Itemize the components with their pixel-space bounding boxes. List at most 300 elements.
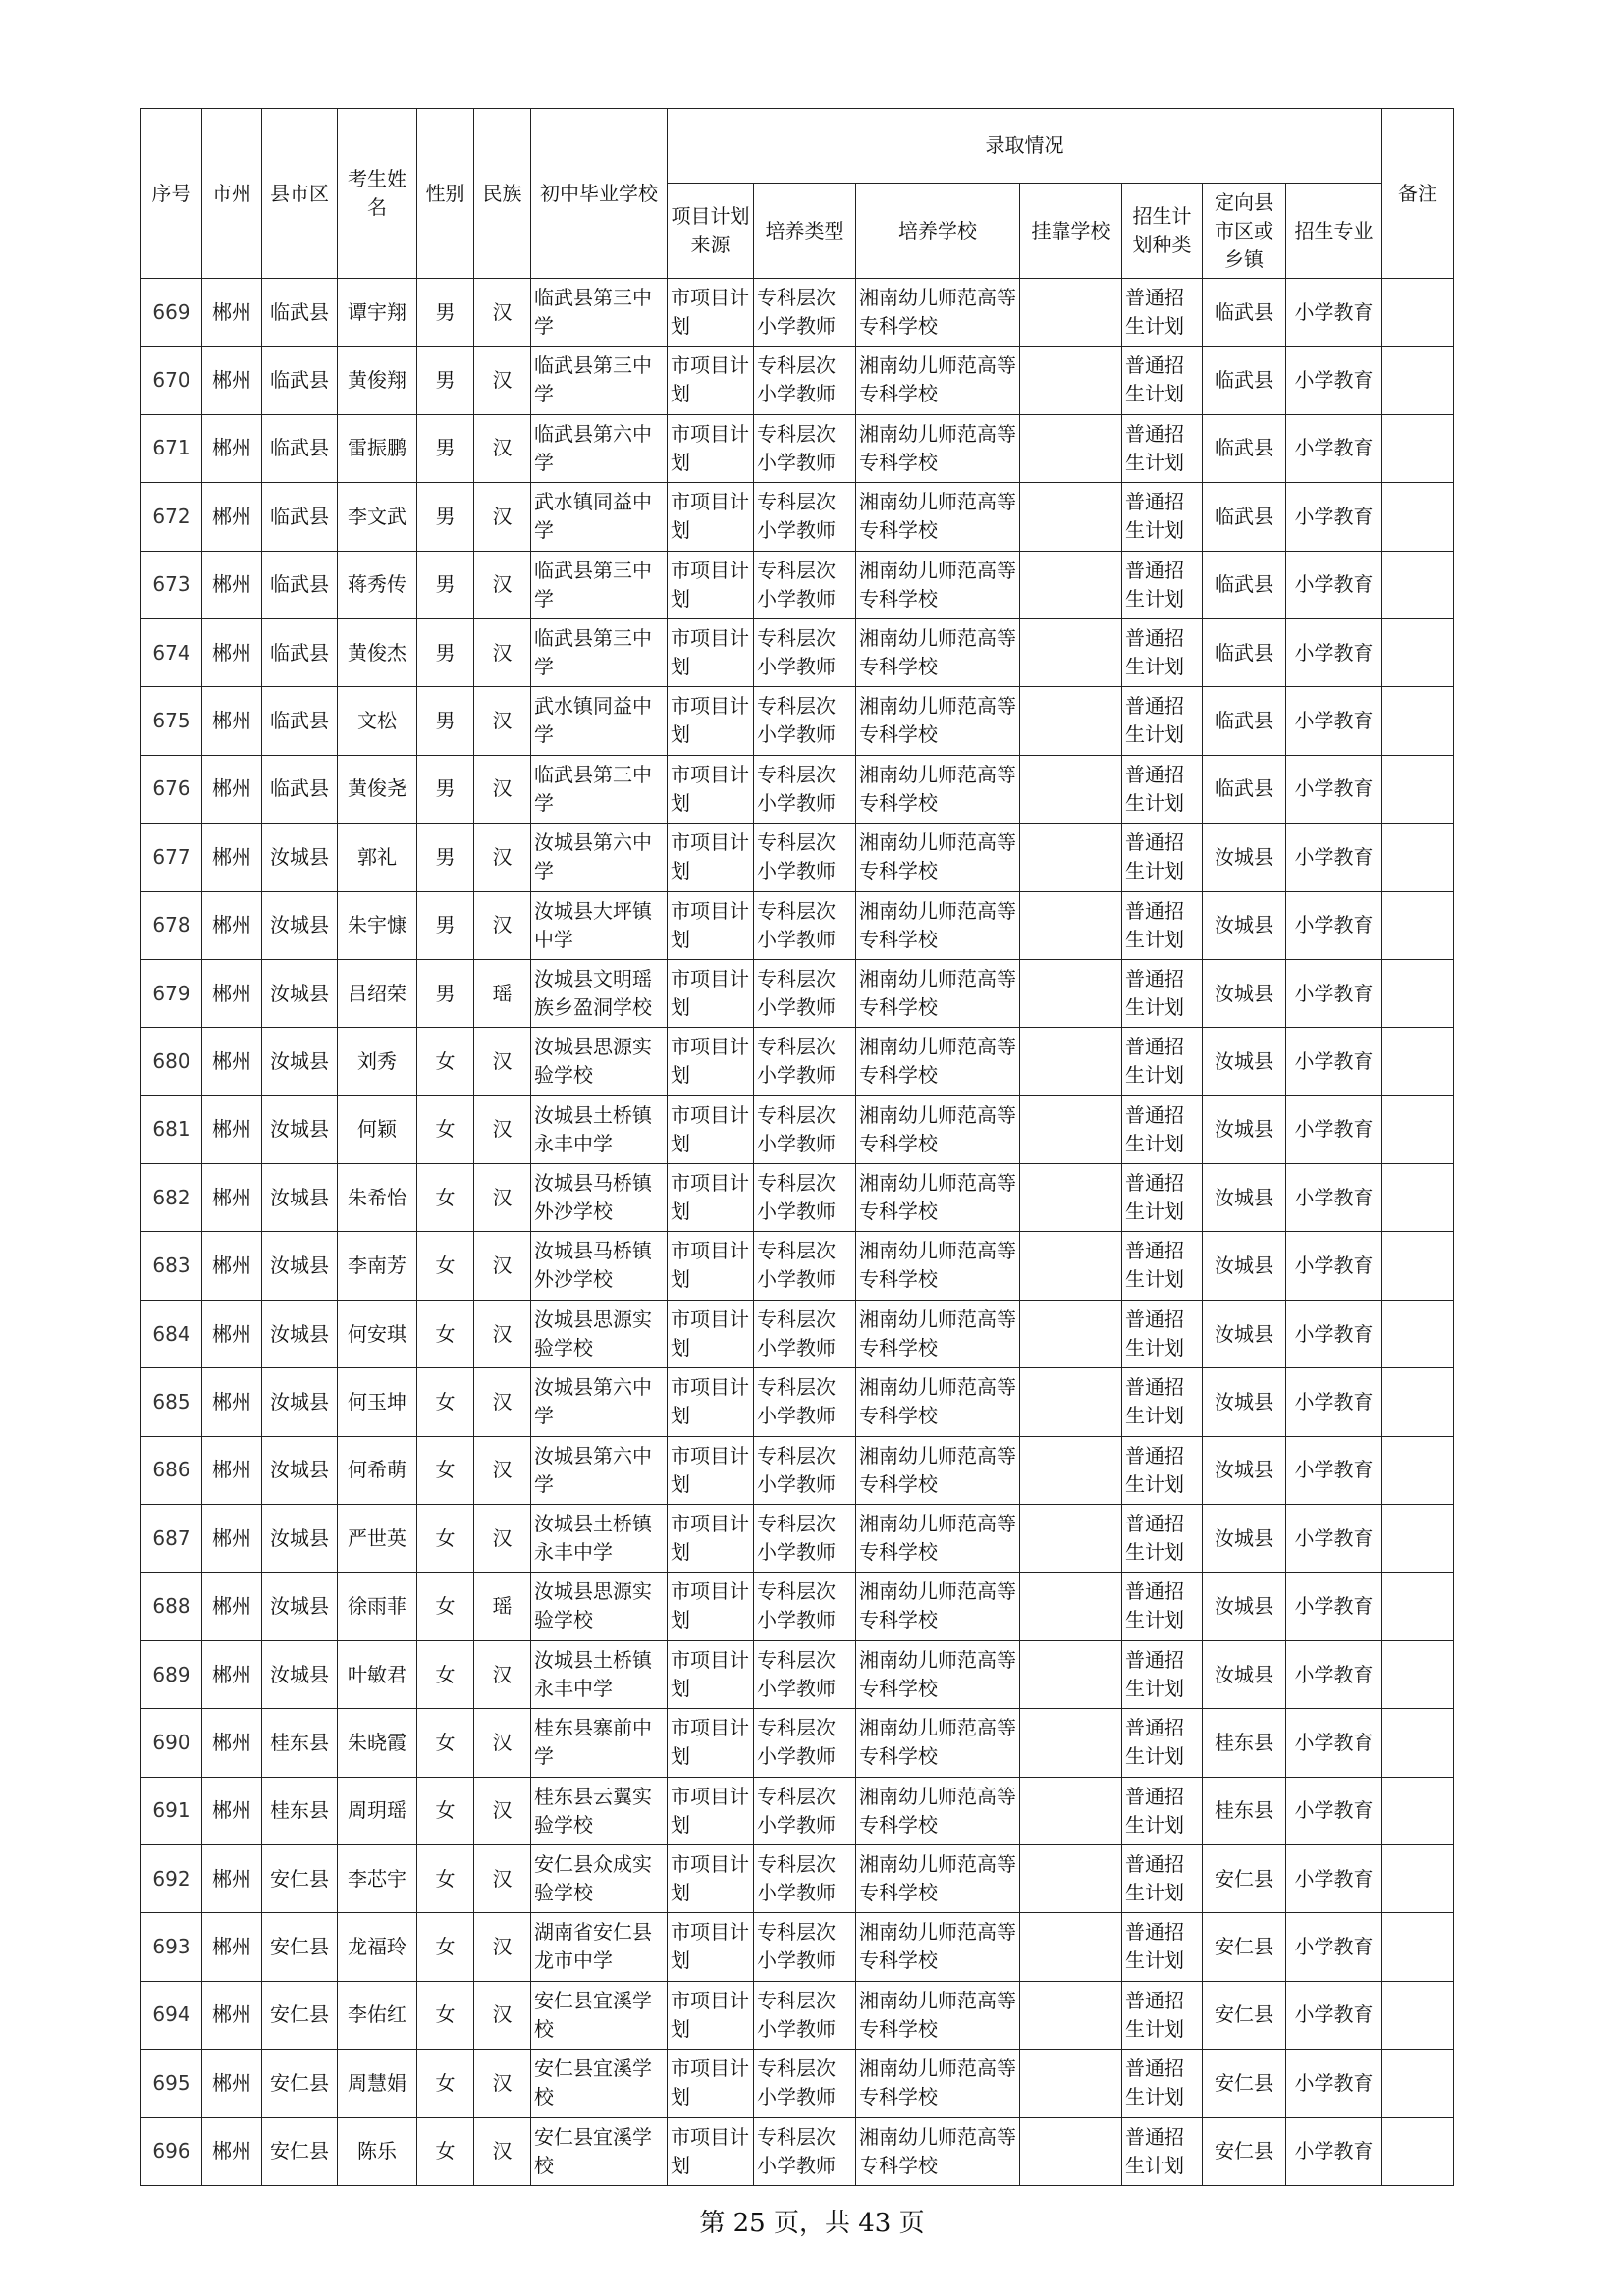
cell-training-school-text: 湘南幼儿师范高等专科学校 bbox=[859, 898, 1016, 951]
cell-gender: 女 bbox=[417, 1844, 474, 1912]
cell-training-type bbox=[754, 1368, 856, 1436]
cell-ethnicity: 汉 bbox=[474, 2117, 531, 2185]
cell-county: 临武县 bbox=[262, 755, 338, 823]
cell-seq: 688 bbox=[141, 1573, 202, 1640]
cell-plan-source bbox=[668, 347, 754, 414]
cell-gender: 女 bbox=[417, 1505, 474, 1573]
cell-plan-source bbox=[668, 1300, 754, 1367]
cell-plan-source bbox=[668, 755, 754, 823]
cell-major: 小学教育 bbox=[1286, 1777, 1382, 1844]
cell-training-type-text: 专科层次小学教师 bbox=[757, 1851, 836, 1904]
cell-enroll-plan-type bbox=[1122, 1164, 1203, 1232]
table-row bbox=[141, 279, 1454, 347]
cell-training-school bbox=[856, 1505, 1020, 1573]
cell-county: 临武县 bbox=[262, 347, 338, 414]
cell-enroll-plan-type bbox=[1122, 959, 1203, 1027]
cell-name: 何安琪 bbox=[338, 1300, 417, 1367]
cell-enroll-plan-type bbox=[1122, 1640, 1203, 1708]
cell-affiliated-school bbox=[1020, 1300, 1122, 1367]
header-remarks: 备注 bbox=[1382, 109, 1454, 279]
cell-county: 临武县 bbox=[262, 551, 338, 618]
cell-plan-source-text: 市项目计划 bbox=[671, 1307, 749, 1360]
table-row bbox=[141, 551, 1454, 618]
cell-remarks bbox=[1382, 1368, 1454, 1436]
cell-training-school-text: 湘南幼儿师范高等专科学校 bbox=[859, 1512, 1016, 1565]
cell-plan-source bbox=[668, 824, 754, 891]
cell-middle-school-text: 汝城县马桥镇外沙学校 bbox=[534, 1239, 652, 1292]
cell-training-school bbox=[856, 414, 1020, 482]
table-row bbox=[141, 618, 1454, 686]
cell-enroll-plan-type-text: 普通招生计划 bbox=[1125, 421, 1184, 474]
cell-middle-school-text: 安仁县宜溪学校 bbox=[534, 1988, 652, 2041]
cell-remarks bbox=[1382, 1777, 1454, 1844]
cell-remarks bbox=[1382, 347, 1454, 414]
cell-middle-school-text: 汝城县第六中学 bbox=[534, 830, 652, 883]
cell-county: 汝城县 bbox=[262, 1573, 338, 1640]
cell-remarks bbox=[1382, 1709, 1454, 1777]
cell-remarks bbox=[1382, 1232, 1454, 1300]
cell-training-school bbox=[856, 1368, 1020, 1436]
table-row bbox=[141, 1913, 1454, 1981]
cell-middle-school-text: 安仁县宜溪学校 bbox=[534, 2056, 652, 2109]
cell-plan-source-text: 市项目计划 bbox=[671, 286, 749, 338]
cell-training-school-text: 湘南幼儿师范高等专科学校 bbox=[859, 1851, 1016, 1904]
cell-training-type bbox=[754, 1777, 856, 1844]
cell-plan-source bbox=[668, 1095, 754, 1163]
cell-training-school-text: 湘南幼儿师范高等专科学校 bbox=[859, 1443, 1016, 1496]
cell-major: 小学教育 bbox=[1286, 1300, 1382, 1367]
cell-major: 小学教育 bbox=[1286, 1913, 1382, 1981]
cell-plan-source bbox=[668, 483, 754, 551]
cell-county: 汝城县 bbox=[262, 1232, 338, 1300]
cell-major: 小学教育 bbox=[1286, 347, 1382, 414]
cell-training-type-text: 专科层次小学教师 bbox=[757, 1443, 836, 1496]
cell-name: 何玉坤 bbox=[338, 1368, 417, 1436]
cell-city: 郴州 bbox=[202, 1777, 262, 1844]
header-directed-area: 定向县市区或乡镇 bbox=[1203, 184, 1286, 279]
cell-directed-area: 安仁县 bbox=[1203, 1844, 1286, 1912]
cell-training-school bbox=[856, 1028, 1020, 1095]
cell-ethnicity: 汉 bbox=[474, 1028, 531, 1095]
cell-training-type-text: 专科层次小学教师 bbox=[757, 625, 836, 678]
cell-training-school-text: 湘南幼儿师范高等专科学校 bbox=[859, 966, 1016, 1019]
cell-city: 郴州 bbox=[202, 687, 262, 755]
cell-middle-school bbox=[531, 1913, 668, 1981]
cell-city: 郴州 bbox=[202, 618, 262, 686]
cell-remarks bbox=[1382, 2050, 1454, 2117]
cell-middle-school bbox=[531, 755, 668, 823]
cell-county: 汝城县 bbox=[262, 1505, 338, 1573]
cell-training-school-text: 湘南幼儿师范高等专科学校 bbox=[859, 830, 1016, 883]
cell-enroll-plan-type-text: 普通招生计划 bbox=[1125, 2124, 1184, 2177]
cell-gender: 女 bbox=[417, 2050, 474, 2117]
cell-training-type-text: 专科层次小学教师 bbox=[757, 353, 836, 406]
cell-ethnicity: 汉 bbox=[474, 1095, 531, 1163]
cell-gender: 男 bbox=[417, 959, 474, 1027]
cell-training-type bbox=[754, 2050, 856, 2117]
cell-ethnicity: 汉 bbox=[474, 1981, 531, 2049]
cell-seq: 670 bbox=[141, 347, 202, 414]
cell-city: 郴州 bbox=[202, 1573, 262, 1640]
cell-plan-source bbox=[668, 1164, 754, 1232]
cell-gender: 男 bbox=[417, 824, 474, 891]
cell-plan-source-text: 市项目计划 bbox=[671, 1239, 749, 1292]
cell-affiliated-school bbox=[1020, 279, 1122, 347]
table-row bbox=[141, 959, 1454, 1027]
cell-major: 小学教育 bbox=[1286, 1028, 1382, 1095]
cell-plan-source-text: 市项目计划 bbox=[671, 1784, 749, 1837]
cell-training-type bbox=[754, 279, 856, 347]
cell-training-school bbox=[856, 1573, 1020, 1640]
cell-training-type-text: 专科层次小学教师 bbox=[757, 1035, 836, 1088]
cell-enroll-plan-type bbox=[1122, 891, 1203, 959]
cell-city: 郴州 bbox=[202, 1368, 262, 1436]
cell-training-school bbox=[856, 959, 1020, 1027]
cell-training-type bbox=[754, 824, 856, 891]
cell-county: 安仁县 bbox=[262, 1981, 338, 2049]
cell-enroll-plan-type-text: 普通招生计划 bbox=[1125, 694, 1184, 747]
cell-seq: 695 bbox=[141, 2050, 202, 2117]
cell-enroll-plan-type bbox=[1122, 551, 1203, 618]
cell-name: 李文武 bbox=[338, 483, 417, 551]
cell-city: 郴州 bbox=[202, 551, 262, 618]
cell-training-school bbox=[856, 1777, 1020, 1844]
cell-name: 谭宇翔 bbox=[338, 279, 417, 347]
cell-affiliated-school bbox=[1020, 959, 1122, 1027]
cell-middle-school-text: 武水镇同益中学 bbox=[534, 490, 652, 543]
cell-gender: 女 bbox=[417, 1095, 474, 1163]
cell-city: 郴州 bbox=[202, 755, 262, 823]
cell-plan-source-text: 市项目计划 bbox=[671, 762, 749, 815]
cell-plan-source-text: 市项目计划 bbox=[671, 490, 749, 543]
cell-seq: 672 bbox=[141, 483, 202, 551]
header-major: 招生专业 bbox=[1286, 184, 1382, 279]
cell-enroll-plan-type-text: 普通招生计划 bbox=[1125, 1920, 1184, 1973]
table-row bbox=[141, 1164, 1454, 1232]
cell-training-school-text: 湘南幼儿师范高等专科学校 bbox=[859, 353, 1016, 406]
cell-enroll-plan-type-text: 普通招生计划 bbox=[1125, 1102, 1184, 1155]
cell-directed-area: 临武县 bbox=[1203, 414, 1286, 482]
cell-training-type-text: 专科层次小学教师 bbox=[757, 1239, 836, 1292]
cell-ethnicity: 汉 bbox=[474, 1640, 531, 1708]
cell-middle-school bbox=[531, 1573, 668, 1640]
cell-training-school bbox=[856, 1844, 1020, 1912]
cell-directed-area: 汝城县 bbox=[1203, 959, 1286, 1027]
table-row bbox=[141, 824, 1454, 891]
cell-middle-school bbox=[531, 1164, 668, 1232]
cell-enroll-plan-type-text: 普通招生计划 bbox=[1125, 830, 1184, 883]
cell-affiliated-school bbox=[1020, 755, 1122, 823]
cell-middle-school-text: 临武县第三中学 bbox=[534, 625, 652, 678]
cell-middle-school bbox=[531, 891, 668, 959]
cell-enroll-plan-type-text: 普通招生计划 bbox=[1125, 353, 1184, 406]
cell-affiliated-school bbox=[1020, 1709, 1122, 1777]
cell-enroll-plan-type bbox=[1122, 1844, 1203, 1912]
cell-training-school bbox=[856, 1300, 1020, 1367]
cell-enroll-plan-type bbox=[1122, 1436, 1203, 1504]
cell-training-type bbox=[754, 1436, 856, 1504]
cell-city: 郴州 bbox=[202, 1436, 262, 1504]
cell-middle-school bbox=[531, 2117, 668, 2185]
cell-seq: 696 bbox=[141, 2117, 202, 2185]
cell-seq: 684 bbox=[141, 1300, 202, 1367]
cell-enroll-plan-type bbox=[1122, 1028, 1203, 1095]
cell-city: 郴州 bbox=[202, 1844, 262, 1912]
cell-county: 汝城县 bbox=[262, 959, 338, 1027]
cell-plan-source bbox=[668, 1232, 754, 1300]
header-gender: 性别 bbox=[417, 109, 474, 279]
cell-enroll-plan-type-text: 普通招生计划 bbox=[1125, 1512, 1184, 1565]
cell-enroll-plan-type-text: 普通招生计划 bbox=[1125, 1171, 1184, 1224]
table-row bbox=[141, 483, 1454, 551]
cell-training-type-text: 专科层次小学教师 bbox=[757, 2056, 836, 2109]
cell-remarks bbox=[1382, 1844, 1454, 1912]
cell-training-school-text: 湘南幼儿师范高等专科学校 bbox=[859, 1035, 1016, 1088]
cell-middle-school-text: 安仁县众成实验学校 bbox=[534, 1851, 652, 1904]
table-row bbox=[141, 1777, 1454, 1844]
cell-county: 汝城县 bbox=[262, 824, 338, 891]
table-row bbox=[141, 1095, 1454, 1163]
cell-training-type-text: 专科层次小学教师 bbox=[757, 830, 836, 883]
cell-training-school-text: 湘南幼儿师范高等专科学校 bbox=[859, 2124, 1016, 2177]
cell-city: 郴州 bbox=[202, 1505, 262, 1573]
cell-ethnicity: 汉 bbox=[474, 1709, 531, 1777]
cell-remarks bbox=[1382, 687, 1454, 755]
cell-training-type-text: 专科层次小学教师 bbox=[757, 1171, 836, 1224]
cell-training-school bbox=[856, 347, 1020, 414]
cell-remarks bbox=[1382, 891, 1454, 959]
cell-gender: 女 bbox=[417, 1232, 474, 1300]
cell-gender: 男 bbox=[417, 414, 474, 482]
cell-seq: 694 bbox=[141, 1981, 202, 2049]
cell-middle-school-text: 汝城县土桥镇永丰中学 bbox=[534, 1512, 652, 1565]
cell-directed-area: 汝城县 bbox=[1203, 1164, 1286, 1232]
cell-ethnicity: 汉 bbox=[474, 1436, 531, 1504]
cell-affiliated-school bbox=[1020, 551, 1122, 618]
cell-training-type bbox=[754, 1232, 856, 1300]
cell-directed-area: 安仁县 bbox=[1203, 2050, 1286, 2117]
cell-middle-school-text: 汝城县思源实验学校 bbox=[534, 1307, 652, 1360]
cell-affiliated-school bbox=[1020, 687, 1122, 755]
cell-major: 小学教育 bbox=[1286, 1436, 1382, 1504]
cell-affiliated-school bbox=[1020, 1913, 1122, 1981]
cell-major: 小学教育 bbox=[1286, 618, 1382, 686]
cell-training-type-text: 专科层次小学教师 bbox=[757, 694, 836, 747]
cell-directed-area: 安仁县 bbox=[1203, 1913, 1286, 1981]
header-seq: 序号 bbox=[141, 109, 202, 279]
cell-major: 小学教育 bbox=[1286, 1573, 1382, 1640]
table-row bbox=[141, 2050, 1454, 2117]
cell-seq: 693 bbox=[141, 1913, 202, 1981]
cell-training-school bbox=[856, 1913, 1020, 1981]
cell-training-school-text: 湘南幼儿师范高等专科学校 bbox=[859, 1988, 1016, 2041]
cell-remarks bbox=[1382, 618, 1454, 686]
cell-training-school-text: 湘南幼儿师范高等专科学校 bbox=[859, 1239, 1016, 1292]
cell-plan-source-text: 市项目计划 bbox=[671, 1851, 749, 1904]
cell-remarks bbox=[1382, 1981, 1454, 2049]
cell-name: 朱希怡 bbox=[338, 1164, 417, 1232]
cell-affiliated-school bbox=[1020, 1777, 1122, 1844]
cell-enroll-plan-type bbox=[1122, 687, 1203, 755]
table-row bbox=[141, 2117, 1454, 2185]
cell-plan-source-text: 市项目计划 bbox=[671, 1579, 749, 1632]
cell-ethnicity: 汉 bbox=[474, 347, 531, 414]
cell-county: 安仁县 bbox=[262, 2050, 338, 2117]
cell-seq: 669 bbox=[141, 279, 202, 347]
cell-ethnicity: 汉 bbox=[474, 1368, 531, 1436]
cell-training-type bbox=[754, 755, 856, 823]
cell-middle-school-text: 临武县第六中学 bbox=[534, 421, 652, 474]
cell-training-type bbox=[754, 483, 856, 551]
cell-name: 叶敏君 bbox=[338, 1640, 417, 1708]
cell-affiliated-school bbox=[1020, 1095, 1122, 1163]
cell-city: 郴州 bbox=[202, 959, 262, 1027]
cell-training-type bbox=[754, 1300, 856, 1367]
cell-remarks bbox=[1382, 483, 1454, 551]
cell-training-school-text: 湘南幼儿师范高等专科学校 bbox=[859, 1647, 1016, 1700]
cell-training-school-text: 湘南幼儿师范高等专科学校 bbox=[859, 1920, 1016, 1973]
cell-enroll-plan-type-text: 普通招生计划 bbox=[1125, 1443, 1184, 1496]
cell-directed-area: 汝城县 bbox=[1203, 1640, 1286, 1708]
cell-directed-area: 安仁县 bbox=[1203, 1981, 1286, 2049]
cell-directed-area: 临武县 bbox=[1203, 618, 1286, 686]
cell-county: 安仁县 bbox=[262, 2117, 338, 2185]
cell-middle-school bbox=[531, 1368, 668, 1436]
cell-plan-source-text: 市项目计划 bbox=[671, 1920, 749, 1973]
cell-affiliated-school bbox=[1020, 2050, 1122, 2117]
cell-enroll-plan-type-text: 普通招生计划 bbox=[1125, 1851, 1184, 1904]
cell-enroll-plan-type-text: 普通招生计划 bbox=[1125, 286, 1184, 338]
cell-county: 汝城县 bbox=[262, 1164, 338, 1232]
cell-enroll-plan-type bbox=[1122, 2117, 1203, 2185]
cell-gender: 男 bbox=[417, 551, 474, 618]
cell-training-school-text: 湘南幼儿师范高等专科学校 bbox=[859, 1171, 1016, 1224]
cell-training-type-text: 专科层次小学教师 bbox=[757, 1102, 836, 1155]
cell-training-school bbox=[856, 1232, 1020, 1300]
cell-enroll-plan-type-text: 普通招生计划 bbox=[1125, 1647, 1184, 1700]
cell-ethnicity: 瑶 bbox=[474, 959, 531, 1027]
cell-seq: 692 bbox=[141, 1844, 202, 1912]
cell-training-type-text: 专科层次小学教师 bbox=[757, 1307, 836, 1360]
cell-training-school-text: 湘南幼儿师范高等专科学校 bbox=[859, 625, 1016, 678]
cell-middle-school bbox=[531, 279, 668, 347]
cell-gender: 女 bbox=[417, 1368, 474, 1436]
cell-training-school bbox=[856, 1436, 1020, 1504]
table-row bbox=[141, 1573, 1454, 1640]
cell-training-school-text: 湘南幼儿师范高等专科学校 bbox=[859, 1716, 1016, 1769]
cell-ethnicity: 汉 bbox=[474, 414, 531, 482]
cell-major: 小学教育 bbox=[1286, 2050, 1382, 2117]
cell-city: 郴州 bbox=[202, 1232, 262, 1300]
cell-enroll-plan-type bbox=[1122, 1232, 1203, 1300]
cell-training-type-text: 专科层次小学教师 bbox=[757, 1784, 836, 1837]
table-row bbox=[141, 891, 1454, 959]
cell-training-type bbox=[754, 959, 856, 1027]
cell-county: 汝城县 bbox=[262, 1640, 338, 1708]
cell-major: 小学教育 bbox=[1286, 1981, 1382, 2049]
cell-name: 何颖 bbox=[338, 1095, 417, 1163]
cell-name: 李南芳 bbox=[338, 1232, 417, 1300]
cell-middle-school bbox=[531, 1095, 668, 1163]
cell-affiliated-school bbox=[1020, 1232, 1122, 1300]
cell-gender: 女 bbox=[417, 1573, 474, 1640]
cell-plan-source-text: 市项目计划 bbox=[671, 830, 749, 883]
header-training-type: 培养类型 bbox=[754, 184, 856, 279]
cell-seq: 679 bbox=[141, 959, 202, 1027]
cell-seq: 674 bbox=[141, 618, 202, 686]
cell-ethnicity: 汉 bbox=[474, 755, 531, 823]
cell-seq: 675 bbox=[141, 687, 202, 755]
cell-gender: 男 bbox=[417, 618, 474, 686]
cell-training-school bbox=[856, 2117, 1020, 2185]
header-affiliated-school: 挂靠学校 bbox=[1020, 184, 1122, 279]
cell-plan-source bbox=[668, 891, 754, 959]
cell-city: 郴州 bbox=[202, 1095, 262, 1163]
table-row bbox=[141, 755, 1454, 823]
table-row bbox=[141, 414, 1454, 482]
cell-training-school bbox=[856, 824, 1020, 891]
cell-training-school-text: 湘南幼儿师范高等专科学校 bbox=[859, 762, 1016, 815]
cell-ethnicity: 汉 bbox=[474, 483, 531, 551]
cell-plan-source-text: 市项目计划 bbox=[671, 1375, 749, 1428]
cell-plan-source bbox=[668, 1368, 754, 1436]
header-county: 县市区 bbox=[262, 109, 338, 279]
cell-training-school-text: 湘南幼儿师范高等专科学校 bbox=[859, 1102, 1016, 1155]
cell-remarks bbox=[1382, 1300, 1454, 1367]
cell-plan-source bbox=[668, 1640, 754, 1708]
cell-gender: 男 bbox=[417, 279, 474, 347]
cell-training-type bbox=[754, 1640, 856, 1708]
cell-ethnicity: 汉 bbox=[474, 1232, 531, 1300]
cell-directed-area: 桂东县 bbox=[1203, 1777, 1286, 1844]
table-row bbox=[141, 1709, 1454, 1777]
cell-training-type-text: 专科层次小学教师 bbox=[757, 1920, 836, 1973]
cell-county: 临武县 bbox=[262, 483, 338, 551]
cell-training-type bbox=[754, 1164, 856, 1232]
cell-middle-school-text: 汝城县文明瑶族乡盈洞学校 bbox=[534, 966, 652, 1019]
cell-remarks bbox=[1382, 279, 1454, 347]
cell-plan-source bbox=[668, 687, 754, 755]
cell-plan-source bbox=[668, 1913, 754, 1981]
cell-city: 郴州 bbox=[202, 279, 262, 347]
cell-enroll-plan-type bbox=[1122, 1505, 1203, 1573]
cell-enroll-plan-type bbox=[1122, 1368, 1203, 1436]
cell-name: 朱晓霞 bbox=[338, 1709, 417, 1777]
cell-seq: 676 bbox=[141, 755, 202, 823]
cell-gender: 男 bbox=[417, 347, 474, 414]
cell-major: 小学教育 bbox=[1286, 1368, 1382, 1436]
cell-directed-area: 临武县 bbox=[1203, 279, 1286, 347]
cell-ethnicity: 汉 bbox=[474, 2050, 531, 2117]
cell-name: 朱宇慷 bbox=[338, 891, 417, 959]
cell-ethnicity: 汉 bbox=[474, 1777, 531, 1844]
cell-plan-source-text: 市项目计划 bbox=[671, 1647, 749, 1700]
cell-gender: 女 bbox=[417, 1640, 474, 1708]
cell-plan-source bbox=[668, 618, 754, 686]
cell-middle-school bbox=[531, 1640, 668, 1708]
cell-ethnicity: 汉 bbox=[474, 1164, 531, 1232]
cell-ethnicity: 汉 bbox=[474, 1913, 531, 1981]
cell-enroll-plan-type-text: 普通招生计划 bbox=[1125, 1579, 1184, 1632]
cell-training-school bbox=[856, 1709, 1020, 1777]
cell-major: 小学教育 bbox=[1286, 1844, 1382, 1912]
cell-gender: 女 bbox=[417, 1436, 474, 1504]
cell-remarks bbox=[1382, 1436, 1454, 1504]
cell-directed-area: 临武县 bbox=[1203, 483, 1286, 551]
cell-middle-school-text: 武水镇同益中学 bbox=[534, 694, 652, 747]
cell-city: 郴州 bbox=[202, 824, 262, 891]
cell-city: 郴州 bbox=[202, 414, 262, 482]
